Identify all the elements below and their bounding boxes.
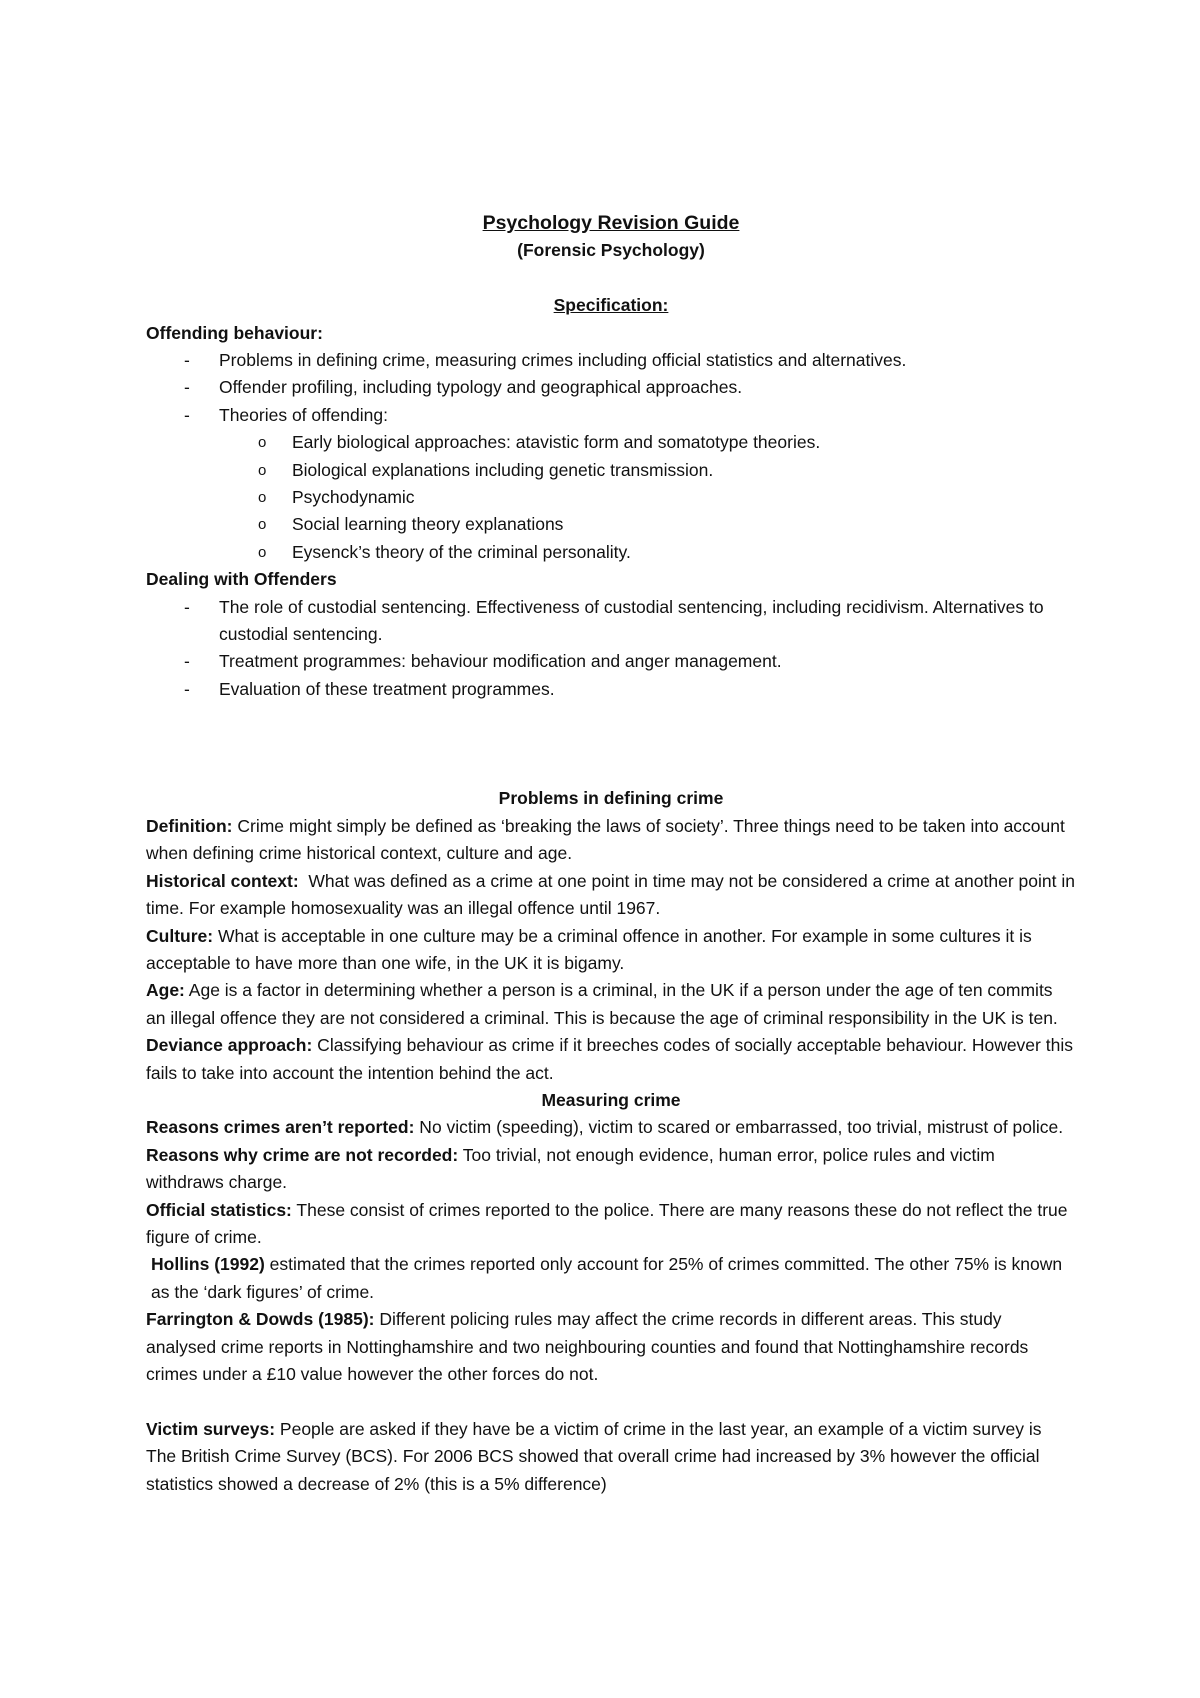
sub-list-item (146, 539, 1076, 566)
sub-list-item-text: Psychodynamic (292, 487, 415, 508)
sub-list-item (146, 511, 1076, 538)
spacer (146, 758, 1076, 785)
sub-list-item (146, 484, 1076, 511)
victim-label: Victim surveys: (146, 1418, 276, 1439)
bullet-marker: o (258, 489, 267, 507)
spacer (146, 1388, 1076, 1415)
farrington-label: Farrington & Dowds (1985): (146, 1309, 375, 1330)
list-item (146, 594, 1076, 649)
list-item (146, 676, 1076, 703)
deviance-text: Classifying behaviour as crime if it breeches codes of socially acceptable behaviour. However this fails to take into account the intention behind the act. (146, 1035, 1073, 1083)
hollins-text: estimated that the crimes reported only account for 25% of crimes committed. The other 75% is known as the ‘dark figures’ of crime. (151, 1254, 1063, 1302)
age-paragraph (146, 977, 1076, 1032)
sub-list-item-text: Social learning theory explanations (292, 514, 564, 535)
farrington-paragraph (146, 1306, 1076, 1388)
historical-label: Historical context: (146, 870, 299, 891)
historical-text: What was defined as a crime at one point in time may not be considered a crime at another point in time. For example homosexuality was an illegal offence until 1967. (146, 870, 1080, 919)
hollins-paragraph (146, 1251, 1076, 1306)
spacer (146, 265, 1076, 292)
spacer (146, 731, 1076, 758)
dash-marker: - (184, 377, 190, 398)
culture-text: What is acceptable in one culture may be a criminal offence in another. For example in some cultures it is acceptable to have more than one wife, in the UK it is bigamy. (146, 925, 1032, 973)
deviance-label: Deviance approach: (146, 1035, 313, 1056)
document-subtitle: (Forensic Psychology) (517, 240, 705, 261)
farrington-text: Different policing rules may affect the crime records in different areas. This study analysed crime reports in Nottinghamshire and two neighbouring counties and found that Nottinghamshire records crimes under a £10 value however the other forces do not. (146, 1309, 1029, 1384)
bullet-marker: o (258, 434, 267, 452)
victim-paragraph (146, 1416, 1076, 1498)
dash-marker: - (184, 596, 190, 617)
victim-text: People are asked if they have be a victim of crime in the last year, an example of a victim survey is The British Crime Survey (BCS). For 2006 BCS showed that overall crime had increased by 3% however the official statistics showed a decrease of 2% (this is a 5% difference) (146, 1418, 1042, 1494)
list-item-text: Offender profiling, including typology and geographical approaches. (219, 377, 743, 398)
age-label: Age: (146, 980, 185, 1001)
sub-list-item-text: Eysenck’s theory of the criminal personality. (292, 541, 631, 562)
list-item-text: Problems in defining crime, measuring crimes including official statistics and alternatives. (219, 350, 907, 371)
deviance-paragraph (146, 1032, 1076, 1087)
bullet-marker: o (258, 516, 267, 534)
document-body (146, 210, 1080, 1498)
sub-list-item (146, 429, 1076, 456)
not-reported-paragraph (146, 1114, 1076, 1141)
list-item (146, 648, 1076, 675)
not-recorded-paragraph (146, 1142, 1076, 1197)
sub-list-item-text: Biological explanations including genetic transmission. (292, 459, 714, 480)
bullet-marker: o (258, 461, 267, 479)
spacer (146, 703, 1076, 730)
official-label: Official statistics: (146, 1199, 292, 1220)
hollins-label: Hollins (1992) (151, 1254, 265, 1275)
dealing-heading: Dealing with Offenders (146, 569, 337, 590)
dash-marker: - (184, 651, 190, 672)
measuring-heading: Measuring crime (541, 1089, 681, 1110)
list-item-text: Theories of offending: (219, 404, 388, 425)
list-item-text: Evaluation of these treatment programmes. (219, 678, 555, 699)
culture-paragraph (146, 923, 1076, 978)
specification-heading: Specification: (553, 295, 669, 316)
sub-list-item (146, 457, 1076, 484)
definition-paragraph (146, 813, 1076, 868)
not-recorded-label: Reasons why crime are not recorded: (146, 1144, 459, 1165)
dash-marker: - (184, 678, 190, 699)
not-reported-label: Reasons crimes aren’t reported: (146, 1117, 415, 1138)
age-text: Age is a factor in determining whether a person is a criminal, in the UK if a person under the age of ten commits an illegal offence they are not considered a criminal. This is because the age of criminal responsibility in the UK is ten. (146, 980, 1058, 1028)
document-title: Psychology Revision Guide (482, 212, 740, 234)
culture-label: Culture: (146, 925, 214, 946)
not-recorded-text: Too trivial, not enough evidence, human error, police rules and victim withdraws charge. (146, 1144, 995, 1193)
dash-marker: - (184, 350, 190, 371)
list-item-text: The role of custodial sentencing. Effectiveness of custodial sentencing, including recidivism. Alternatives to custodial sentencing. (219, 596, 1044, 645)
not-reported-text: No victim (speeding), victim to scared or embarrassed, too trivial, mistrust of police. (414, 1117, 1064, 1138)
list-item (146, 402, 1076, 429)
official-paragraph (146, 1197, 1076, 1252)
offending-heading: Offending behaviour: (146, 322, 323, 343)
bullet-marker: o (258, 543, 267, 561)
dash-marker: - (184, 404, 190, 425)
sub-list-item-text: Early biological approaches: atavistic form and somatotype theories. (292, 432, 821, 453)
list-item (146, 374, 1076, 401)
problems-heading: Problems in defining crime (498, 788, 724, 809)
list-item-text: Treatment programmes: behaviour modification and anger management. (219, 651, 782, 672)
historical-paragraph (146, 868, 1080, 923)
definition-text: Crime might simply be defined as ‘breaking the laws of society’. Three things need to be taken into account when defining crime historical context, culture and age. (146, 815, 1065, 864)
official-text: These consist of crimes reported to the police. There are many reasons these do not reflect the true figure of crime. (146, 1199, 1068, 1247)
definition-label: Definition: (146, 815, 233, 836)
list-item (146, 347, 1076, 374)
